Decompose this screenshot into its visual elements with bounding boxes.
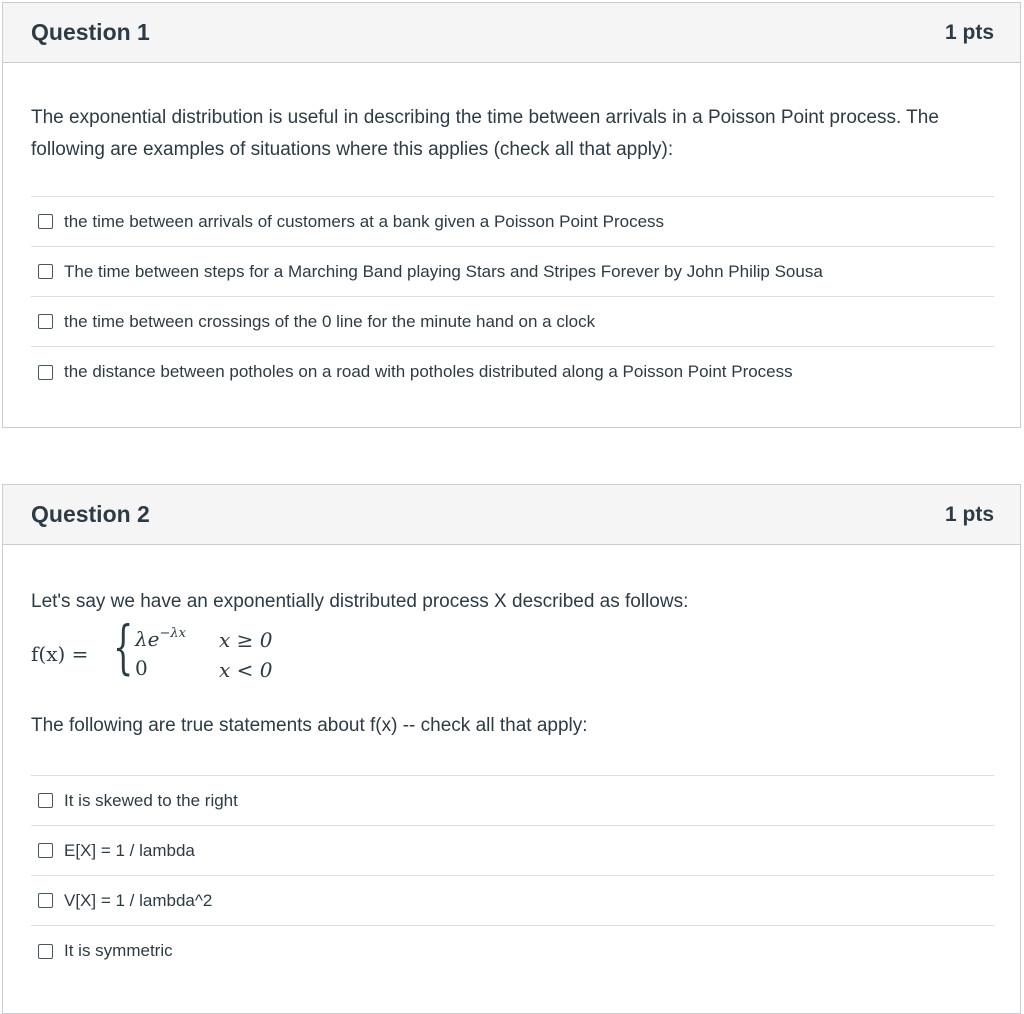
question-2-answers [31, 775, 994, 976]
formula-case-2-value: 0 [135, 656, 148, 680]
question-1-card [2, 2, 1021, 428]
answer-label[interactable]: It is skewed to the right [64, 790, 238, 810]
formula-case-2-condition: x < 0 [219, 658, 273, 682]
question-2-points: 1 pts [944, 502, 994, 526]
answer-checkbox[interactable] [38, 793, 53, 808]
answer-option[interactable] [31, 247, 994, 297]
question-2-title: Question 2 [31, 501, 150, 527]
pdf-formula [31, 613, 994, 688]
answer-option[interactable] [31, 347, 994, 397]
formula-case-1-exponent: −λx [159, 626, 186, 641]
answer-label[interactable]: V[X] = 1 / lambda^2 [64, 890, 213, 910]
question-1-title: Question 1 [31, 19, 150, 45]
question-1-text: The exponential distribution is useful in describing the time between arrivals in a Poisson Point process. The following are examples of situations where this applies (check all that apply): [31, 107, 939, 160]
question-2-body [3, 545, 1020, 976]
formula-brace: { [113, 613, 134, 681]
question-2-intro: Let's say we have an exponentially distributed process X described as follows: [31, 591, 689, 612]
answer-label[interactable]: E[X] = 1 / lambda [64, 840, 195, 860]
answer-checkbox[interactable] [38, 264, 53, 279]
answer-label[interactable]: the distance between potholes on a road with potholes distributed along a Poisson Point Process [64, 362, 793, 381]
formula-case-1-condition: x ≥ 0 [219, 628, 273, 652]
answer-option[interactable] [31, 776, 994, 826]
question-2-header [3, 485, 1020, 545]
answer-checkbox[interactable] [38, 214, 53, 229]
question-1-answers [31, 196, 994, 397]
answer-checkbox[interactable] [38, 843, 53, 858]
answer-option[interactable] [31, 926, 994, 976]
answer-label[interactable]: the time between crossings of the 0 line for the minute hand on a clock [64, 311, 596, 331]
answer-checkbox[interactable] [38, 314, 53, 329]
formula-case-1-value: λe [135, 627, 160, 651]
answer-label[interactable]: It is symmetric [64, 941, 173, 960]
question-2-prompt: The following are true statements about f(x) -- check all that apply: [31, 715, 588, 736]
answer-option[interactable] [31, 826, 994, 876]
formula-case-1 [135, 626, 186, 651]
answer-checkbox[interactable] [38, 944, 53, 959]
answer-checkbox[interactable] [38, 365, 53, 380]
question-2-card [2, 484, 1021, 1014]
formula-lhs: f(x) = [31, 642, 89, 666]
answer-label[interactable]: the time between arrivals of customers at a bank given a Poisson Point Process [64, 211, 665, 231]
answer-checkbox[interactable] [38, 893, 53, 908]
question-1-header [3, 3, 1020, 63]
answer-option[interactable] [31, 197, 994, 247]
answer-option[interactable] [31, 297, 994, 347]
answer-label[interactable]: The time between steps for a Marching Band playing Stars and Stripes Forever by John Philip Sousa [64, 261, 823, 281]
question-1-points: 1 pts [944, 20, 994, 44]
answer-option[interactable] [31, 876, 994, 926]
question-1-body [3, 63, 1020, 397]
